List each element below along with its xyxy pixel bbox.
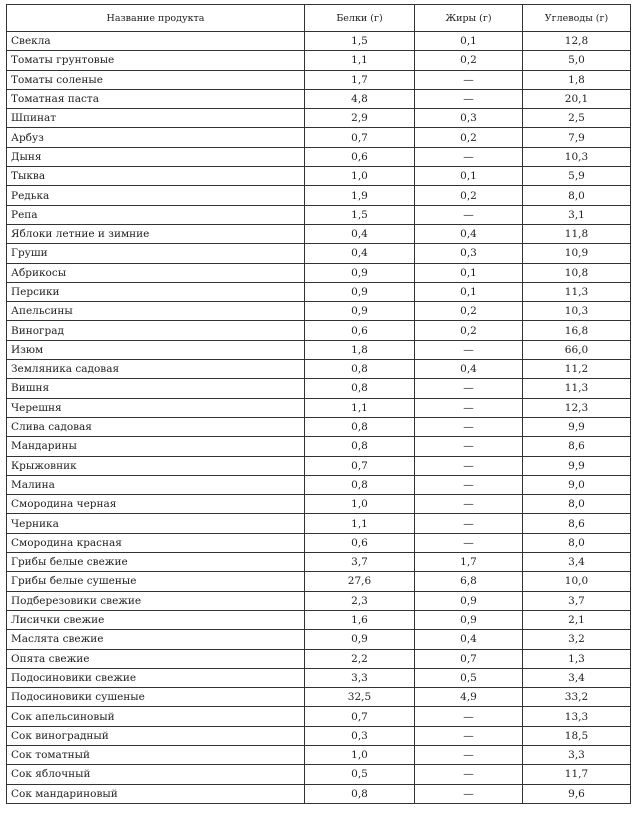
cell-product-name: Мандарины — [7, 437, 305, 456]
cell-product-name: Земляника садовая — [7, 360, 305, 379]
cell-fat: — — [415, 495, 523, 514]
cell-product-name: Шпинат — [7, 109, 305, 128]
table-row — [7, 89, 631, 108]
cell-protein: 0,6 — [305, 321, 415, 340]
cell-fat: 0,7 — [415, 649, 523, 668]
cell-fat: — — [415, 205, 523, 224]
cell-protein: 0,4 — [305, 244, 415, 263]
cell-carbs: 20,1 — [523, 89, 631, 108]
cell-product-name: Дыня — [7, 147, 305, 166]
table-row — [7, 282, 631, 301]
cell-fat: 0,2 — [415, 51, 523, 70]
cell-fat: 6,8 — [415, 572, 523, 591]
cell-product-name: Крыжовник — [7, 456, 305, 475]
cell-protein: 0,8 — [305, 360, 415, 379]
table-row — [7, 745, 631, 764]
cell-carbs: 18,5 — [523, 726, 631, 745]
cell-carbs: 3,4 — [523, 553, 631, 572]
cell-protein: 32,5 — [305, 688, 415, 707]
cell-fat: — — [415, 475, 523, 494]
cell-product-name: Свекла — [7, 32, 305, 51]
table-row — [7, 398, 631, 417]
table-row — [7, 610, 631, 629]
table-row — [7, 70, 631, 89]
cell-protein: 3,3 — [305, 668, 415, 687]
table-row — [7, 765, 631, 784]
cell-carbs: 11,8 — [523, 224, 631, 243]
table-row — [7, 707, 631, 726]
cell-protein: 0,9 — [305, 630, 415, 649]
cell-protein: 1,9 — [305, 186, 415, 205]
cell-carbs: 12,8 — [523, 32, 631, 51]
cell-fat: 0,1 — [415, 263, 523, 282]
cell-product-name: Подберезовики свежие — [7, 591, 305, 610]
cell-product-name: Апельсины — [7, 302, 305, 321]
cell-carbs: 12,3 — [523, 398, 631, 417]
cell-protein: 0,8 — [305, 437, 415, 456]
cell-fat: — — [415, 726, 523, 745]
cell-product-name: Сок апельсиновый — [7, 707, 305, 726]
cell-fat: 0,9 — [415, 591, 523, 610]
cell-carbs: 3,4 — [523, 668, 631, 687]
cell-fat: 0,3 — [415, 244, 523, 263]
cell-carbs: 66,0 — [523, 340, 631, 359]
cell-fat: — — [415, 456, 523, 475]
cell-product-name: Редька — [7, 186, 305, 205]
cell-product-name: Абрикосы — [7, 263, 305, 282]
cell-product-name: Смородина черная — [7, 495, 305, 514]
table-row — [7, 340, 631, 359]
cell-fat: 0,2 — [415, 321, 523, 340]
cell-protein: 0,8 — [305, 475, 415, 494]
table-row — [7, 437, 631, 456]
cell-carbs: 1,8 — [523, 70, 631, 89]
cell-protein: 1,0 — [305, 495, 415, 514]
cell-protein: 1,1 — [305, 51, 415, 70]
cell-carbs: 9,0 — [523, 475, 631, 494]
cell-carbs: 8,0 — [523, 495, 631, 514]
cell-fat: 0,3 — [415, 109, 523, 128]
cell-product-name: Подосиновики сушеные — [7, 688, 305, 707]
cell-protein: 0,9 — [305, 263, 415, 282]
cell-fat: 0,1 — [415, 32, 523, 51]
cell-product-name: Сок томатный — [7, 745, 305, 764]
table-row — [7, 668, 631, 687]
cell-carbs: 33,2 — [523, 688, 631, 707]
header-protein: Белки (г) — [305, 5, 415, 32]
cell-protein: 1,6 — [305, 610, 415, 629]
cell-product-name: Черника — [7, 514, 305, 533]
cell-product-name: Груши — [7, 244, 305, 263]
table-row — [7, 205, 631, 224]
cell-carbs: 11,3 — [523, 282, 631, 301]
cell-protein: 1,0 — [305, 745, 415, 764]
cell-fat: 0,5 — [415, 668, 523, 687]
table-row — [7, 475, 631, 494]
table-row — [7, 456, 631, 475]
cell-fat: 0,2 — [415, 186, 523, 205]
cell-fat: 0,4 — [415, 630, 523, 649]
cell-carbs: 7,9 — [523, 128, 631, 147]
table-row — [7, 553, 631, 572]
nutrition-table — [6, 4, 631, 804]
cell-carbs: 11,7 — [523, 765, 631, 784]
table-body — [7, 32, 631, 804]
header-row — [7, 5, 631, 32]
table-row — [7, 263, 631, 282]
cell-fat: — — [415, 437, 523, 456]
cell-product-name: Тыква — [7, 167, 305, 186]
cell-carbs: 10,3 — [523, 147, 631, 166]
table-row — [7, 784, 631, 803]
cell-protein: 2,2 — [305, 649, 415, 668]
cell-protein: 0,8 — [305, 784, 415, 803]
cell-carbs: 2,5 — [523, 109, 631, 128]
table-row — [7, 51, 631, 70]
cell-product-name: Томаты соленые — [7, 70, 305, 89]
cell-carbs: 10,8 — [523, 263, 631, 282]
cell-protein: 2,9 — [305, 109, 415, 128]
table-row — [7, 32, 631, 51]
cell-product-name: Томатная паста — [7, 89, 305, 108]
cell-fat: 0,9 — [415, 610, 523, 629]
cell-product-name: Маслята свежие — [7, 630, 305, 649]
cell-carbs: 3,3 — [523, 745, 631, 764]
cell-fat: 0,4 — [415, 224, 523, 243]
cell-carbs: 8,6 — [523, 437, 631, 456]
cell-carbs: 9,6 — [523, 784, 631, 803]
cell-carbs: 10,9 — [523, 244, 631, 263]
cell-fat: — — [415, 417, 523, 436]
cell-fat: 0,4 — [415, 360, 523, 379]
cell-fat: — — [415, 70, 523, 89]
cell-protein: 3,7 — [305, 553, 415, 572]
cell-carbs: 16,8 — [523, 321, 631, 340]
cell-protein: 0,5 — [305, 765, 415, 784]
cell-carbs: 3,2 — [523, 630, 631, 649]
table-row — [7, 186, 631, 205]
cell-product-name: Лисички свежие — [7, 610, 305, 629]
table-row — [7, 360, 631, 379]
table-row — [7, 630, 631, 649]
cell-carbs: 3,1 — [523, 205, 631, 224]
table-row — [7, 514, 631, 533]
cell-protein: 0,9 — [305, 302, 415, 321]
cell-protein: 0,8 — [305, 417, 415, 436]
cell-carbs: 8,6 — [523, 514, 631, 533]
table-row — [7, 495, 631, 514]
cell-fat: 0,2 — [415, 302, 523, 321]
cell-carbs: 5,9 — [523, 167, 631, 186]
table-row — [7, 379, 631, 398]
table-row — [7, 533, 631, 552]
cell-fat: — — [415, 89, 523, 108]
table-row — [7, 321, 631, 340]
header-product-name: Название продукта — [7, 5, 305, 32]
cell-carbs: 3,7 — [523, 591, 631, 610]
cell-carbs: 13,3 — [523, 707, 631, 726]
cell-carbs: 8,0 — [523, 533, 631, 552]
cell-protein: 2,3 — [305, 591, 415, 610]
cell-fat: — — [415, 398, 523, 417]
cell-protein: 1,5 — [305, 205, 415, 224]
table-row — [7, 167, 631, 186]
cell-product-name: Яблоки летние и зимние — [7, 224, 305, 243]
cell-fat: — — [415, 784, 523, 803]
cell-carbs: 8,0 — [523, 186, 631, 205]
table-row — [7, 591, 631, 610]
table-row — [7, 302, 631, 321]
cell-product-name: Изюм — [7, 340, 305, 359]
cell-fat: 4,9 — [415, 688, 523, 707]
cell-protein: 4,8 — [305, 89, 415, 108]
cell-product-name: Вишня — [7, 379, 305, 398]
cell-fat: 0,1 — [415, 167, 523, 186]
table-row — [7, 688, 631, 707]
cell-fat: 0,1 — [415, 282, 523, 301]
header-fat: Жиры (г) — [415, 5, 523, 32]
cell-protein: 1,1 — [305, 398, 415, 417]
cell-product-name: Сок мандариновый — [7, 784, 305, 803]
cell-product-name: Опята свежие — [7, 649, 305, 668]
cell-protein: 27,6 — [305, 572, 415, 591]
cell-carbs: 5,0 — [523, 51, 631, 70]
cell-protein: 0,6 — [305, 533, 415, 552]
cell-protein: 0,7 — [305, 456, 415, 475]
table-row — [7, 726, 631, 745]
cell-fat: — — [415, 514, 523, 533]
cell-fat: — — [415, 765, 523, 784]
cell-protein: 0,6 — [305, 147, 415, 166]
table-row — [7, 109, 631, 128]
cell-fat: — — [415, 379, 523, 398]
cell-fat: — — [415, 533, 523, 552]
cell-protein: 1,1 — [305, 514, 415, 533]
table-row — [7, 244, 631, 263]
cell-carbs: 9,9 — [523, 417, 631, 436]
table-row — [7, 128, 631, 147]
cell-carbs: 11,3 — [523, 379, 631, 398]
cell-protein: 1,5 — [305, 32, 415, 51]
table-row — [7, 224, 631, 243]
cell-protein: 1,7 — [305, 70, 415, 89]
cell-product-name: Персики — [7, 282, 305, 301]
cell-fat: — — [415, 707, 523, 726]
cell-protein: 0,9 — [305, 282, 415, 301]
table-row — [7, 417, 631, 436]
cell-product-name: Подосиновики свежие — [7, 668, 305, 687]
table-row — [7, 572, 631, 591]
cell-protein: 1,0 — [305, 167, 415, 186]
cell-carbs: 10,0 — [523, 572, 631, 591]
table-header — [7, 5, 631, 32]
cell-fat: 0,2 — [415, 128, 523, 147]
cell-carbs: 11,2 — [523, 360, 631, 379]
cell-product-name: Сок виноградный — [7, 726, 305, 745]
cell-product-name: Грибы белые свежие — [7, 553, 305, 572]
cell-product-name: Грибы белые сушеные — [7, 572, 305, 591]
cell-product-name: Малина — [7, 475, 305, 494]
cell-protein: 0,7 — [305, 128, 415, 147]
cell-protein: 0,8 — [305, 379, 415, 398]
cell-carbs: 10,3 — [523, 302, 631, 321]
cell-product-name: Репа — [7, 205, 305, 224]
header-carbs: Углеводы (г) — [523, 5, 631, 32]
table-row — [7, 649, 631, 668]
cell-carbs: 2,1 — [523, 610, 631, 629]
cell-protein: 0,7 — [305, 707, 415, 726]
cell-product-name: Сок яблочный — [7, 765, 305, 784]
cell-fat: — — [415, 745, 523, 764]
cell-protein: 0,3 — [305, 726, 415, 745]
nutrition-table-container — [6, 4, 630, 804]
cell-fat: — — [415, 147, 523, 166]
cell-protein: 0,4 — [305, 224, 415, 243]
cell-product-name: Арбуз — [7, 128, 305, 147]
cell-product-name: Смородина красная — [7, 533, 305, 552]
cell-protein: 1,8 — [305, 340, 415, 359]
cell-product-name: Слива садовая — [7, 417, 305, 436]
cell-fat: — — [415, 340, 523, 359]
table-row — [7, 147, 631, 166]
cell-product-name: Черешня — [7, 398, 305, 417]
cell-fat: 1,7 — [415, 553, 523, 572]
cell-carbs: 1,3 — [523, 649, 631, 668]
cell-product-name: Виноград — [7, 321, 305, 340]
cell-carbs: 9,9 — [523, 456, 631, 475]
cell-product-name: Томаты грунтовые — [7, 51, 305, 70]
